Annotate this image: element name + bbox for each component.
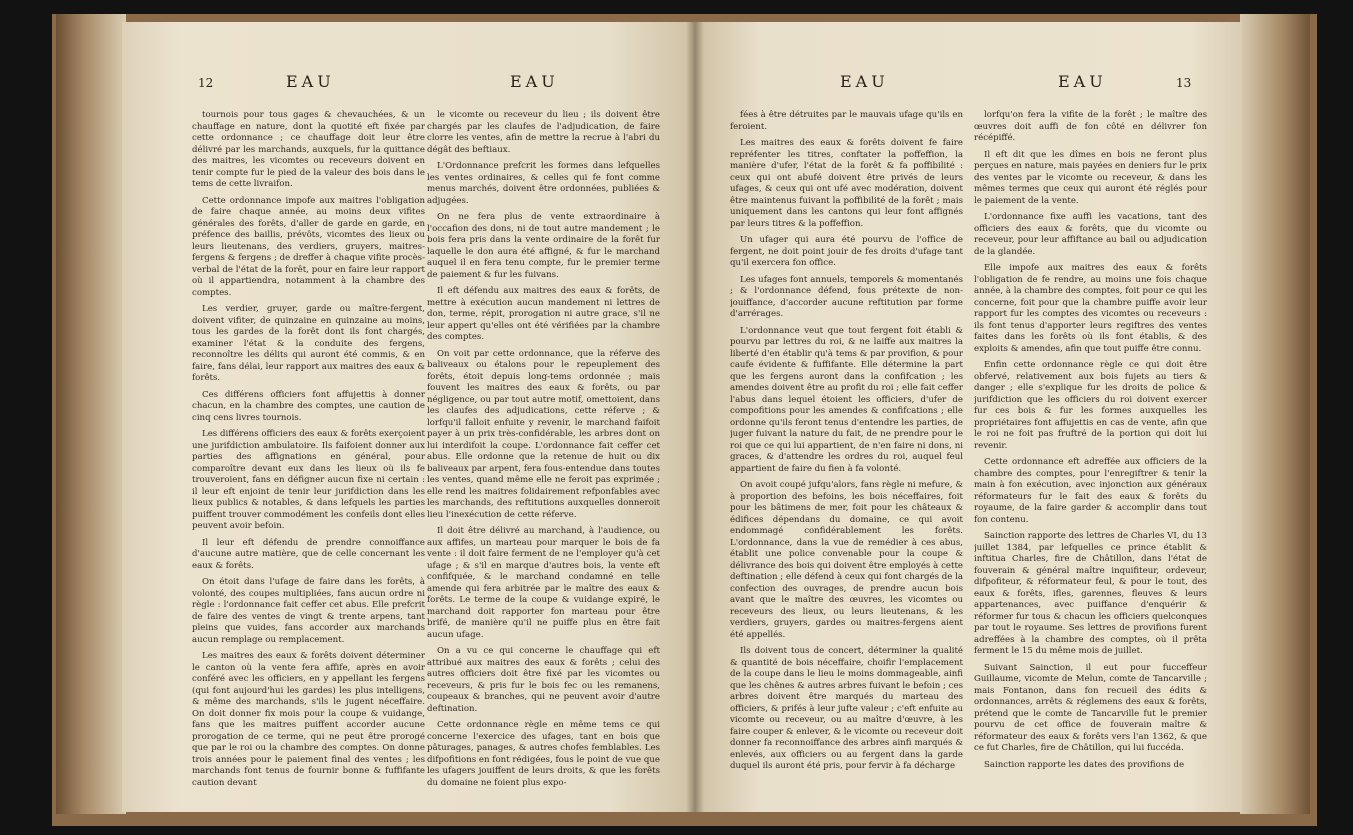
paragraph: Il eft défendu aux maitres des eaux & forêts, de mettre à exécution aucun mandement ni lettres de don, terme, répit, prorogation ni autre grace, s'il ne leur appert qu'elles ont été vérifiées par la chambre des comptes. [427,286,660,342]
running-header: EAU [510,72,559,91]
book-right-edge [1240,14,1310,814]
paragraph: Les différens officiers des eaux & forêts exerçoient une jurifdiction ambulatoire. Ils faifoient donner aux parties des affignations en général, pour comparoître devant eux dans les lieux où ils fe trouveroient, fans en défigner aucun fixe ni certain : il leur eft enjoint de tenir leur jurifdiction dans les lieux publics & notables, & dans lefquels les parties puiffent trouver commodément les confeils dont elles peuvent avoir befoin. [192,429,425,531]
paragraph: Il leur eft défendu de prendre connoiffance d'aucune autre matière, que de celle concernant les eaux & forêts. [192,537,425,571]
paragraph: Les maitres des eaux & forêts doivent fe faire repréfenter les titres, conftater la poffeffion, la manière d'ufer, l'état de la forêt & fa poffibilité : ceux qui ont abufé doivent être privés de leurs ufages, & ceux qui ont ufé avec modération, doivent être maintenus fuivant la poffibilité de la forêt ; mais uniquement dans les cantons qui leur font affignés par leurs titres & la poffeffion. [730,138,963,229]
paragraph: Ces différens officiers font affujettis à donner chacun, en la chambre des comptes, une caution de cinq cens livres tournois. [192,389,425,423]
page-number: 13 [1176,76,1192,90]
text-column-right [974,110,1207,800]
paragraph: le vicomte ou receveur du lieu ; ils doivent être chargés par les claufes de l'adjudication, de faire clorre les ventes, afin de mettre la recrue à l'abri du dégât des beftiaux. [427,110,660,155]
paragraph: Un ufager qui aura été pourvu de l'office de fergent, ne doit point jouir de fes droits d'ufage tant qu'il exercera fon office. [730,235,963,268]
paragraph: Les maitres des eaux & forêts doivent déterminer le canton où la vente fera affife, après en avoir conféré avec les officiers, en y appellant les fergens (qui font aujourd'hui les gardes) les plus intelligens, & même des marchands, s'ils le jugent néceffaire. On doit donner fix mois pour la coupe & vuidange, fans que les maitres puiffent accorder aucune prorogation de ce terme, qui ne peut être prorogé que par le roi ou la chambre des comptes. On donne trois années pour le paiement final des ventes ; les marchands font tenus de fournir bonne & fuffifante caution devant [192,651,425,788]
right-page [694,22,1242,812]
paragraph: Les ufages font annuels, temporels & momentanés ; & l'ordonnance défend, fous prétexte de non-jouiffance, d'accorder aucune reftitution par forme d'arrérages. [730,274,963,319]
paragraph: fées à être détruites par le mauvais ufage qu'ils en feroient. [730,110,963,132]
text-column-right [427,110,660,800]
running-header: EAU [1058,72,1107,91]
paragraph: Il doit être délivré au marchand, à l'audience, ou aux affifes, un marteau pour marquer le bois de fa vente : il doit faire ferment de ne l'employer qu'à cet ufage ; & s'il en marque d'autres bois, la vente eft confifquée, & le marchand condamné en telle amende qui fera arbitrée par le maître des eaux & forêts. Le terme de la coupe & vuidange expiré, le marchand doit rapporter fon marteau pour être brifé, de manière qu'il ne puiffe plus en être fait aucun ufage. [427,526,660,640]
paragraph: L'ordonnance veut que tout fergent foit établi & pourvu par lettres du roi, & ne laiffe aux maitres la liberté d'en établir qu'à tems & par provifion, & pour caufe évidente & fuffifante. Elle détermine la part que les fergens auront dans la confifcation ; les amendes doivent être au profit du roi ; elle fait ceffer l'abus dans lequel étoient les officiers, d'ufer de compofitions pour les amendes & confifcations ; elle ordonne qu'ils feront tenus d'entendre les parties, de juger fuivant la nature du fait, de ne prendre pour le roi que ce qui lui appartient, de n'en faire ni dons, ni graces, & d'attendre les ordres du roi, auquel feul appartient de faire du fien à fa volonté. [730,325,963,474]
paragraph: Cette ordonnance règle en même tems ce qui concerne l'exercice des ufages, tant en bois que pâturages, panages, & autres chofes femblables. Les difpofitions en font rédigées, fous le point de vue que les ufagers jouiffent de leurs droits, & que les forêts du domaine ne foient plus expo- [427,720,660,788]
paragraph: On avoit coupé jufqu'alors, fans règle ni mefure, & à proportion des befoins, les bois néceffaires, foit pour les bâtimens de mer, foit pour les châteaux & édifices dépendans du domaine, ce qui avoit endommagé confidérablement les forêts. L'ordonnance, dans la vue de remédier à ces abus, établit une police convenable pour la coupe & délivrance des bois qui doivent être employés à cette deftination ; elle défend à ceux qui font chargés de la confection des ouvrages, de prendre aucun bois avant que le maître des œuvres, les vicomtes ou receveurs des lieux, ou leurs lieutenans, & les verdiers, gruyers, gardes ou maitres-fergens aient été appellés. [730,480,963,640]
paragraph: Cette ordonnance eft adreffée aux officiers de la chambre des comptes, pour l'enregiftrer & tenir la main à fon exécution, avec injonction aux généraux réformateurs fur le fait des eaux & forêts du royaume, de la faire garder & accomplir dans tout fon contenu. [974,457,1207,525]
paragraph: Elle impofe aux maitres des eaux & forêts l'obligation de fe rendre, au moins une fois chaque année, à la chambre des comptes, foit pour ce qui les concerne, foit pour que la chambre puiffe avoir leur rapport fur les comptes des vicomtes ou receveurs : ils font tenus d'apporter leurs regiftres des ventes faites dans les forêts où ils font établis, & des exploits & amendes, afin que tout puiffe être connu. [974,263,1207,354]
paragraph: Cette ordonnance impofe aux maitres l'obligation de faire chaque année, au moins deux vifites générales des forêts, d'aller de garde en garde, en préfence des baillis, prévôts, vicomtes des lieux ou leurs lieutenans, des verdiers, gruyers, maitres-fergens & fergens ; de dreffer à chaque vifite procès-verbal de l'état de la forêt, pour en faire leur rapport où il appartiendra, notamment à la chambre des comptes. [192,195,425,298]
paragraph: On ne fera plus de vente extraordinaire à l'occafion des dons, ni de tout autre mandement ; le bois fera pris dans la vente ordinaire de la forêt fur laquelle le don aura été affigné, & fur le marchand auquel il en fera tenu compte, fur le premier terme de paiement & fur les fuivans. [427,212,660,280]
paragraph: On a vu ce qui concerne le chauffage qui eft attribué aux maitres des eaux & forêts ; celui des autres officiers doit être fixé par les vicomtes ou receveurs, & pris fur le bois fec ou les remanens, coupeaux & branches, qui ne peuvent avoir d'autre deftination. [427,646,660,714]
paragraph: On voit par cette ordonnance, que la réferve des baliveaux ou étalons pour le repeuplement des forêts, étoit depuis long-tems ordonnée ; mais fouvent les maitres des eaux & forêts, ou par négligence, ou par tout autre motif, omettoient, dans les claufes des adjudications, cette réferve ; & lorfqu'il falloit enfuite y revenir, le marchand faifoit payer à un prix très-confidérable, les arbres dont on lui interdifoit la coupe. L'ordonnance fait ceffer cet abus. Elle ordonne que la retenue de huit ou dix baliveaux par arpent, fera fous-entendue dans toutes les ventes, quand même elle ne feroit pas exprimée ; elle rend les maitres folidairement refponfables avec les marchands, des reftitutions auxquelles donneroit lieu l'inexécution de cette réferve. [427,348,660,520]
paragraph: Enfin cette ordonnance règle ce qui doit être obfervé, relativement aux bois fujets au tiers & danger ; elle s'explique fur les droits de police & jurifdiction que les officiers du roi doivent exercer fur ces bois & fur les formes auxquelles les propriétaires font affujettis en cas de vente, afin que le roi ne foit pas fruftré de la portion qui doit lui revenir. [974,360,1207,451]
paragraph: Il eft dit que les dîmes en bois ne feront plus perçues en nature, mais payées en deniers fur le prix des ventes par le vicomte ou receveur, & dans les mêmes termes que ceux qui auront été réglés pour le paiement de la vente. [974,149,1207,206]
paragraph: Sainction rapporte des lettres de Charles VI, du 13 juillet 1384, par lefquelles ce prince établit & inftitua Charles, fire de Châtillon, dans l'état de fouverain & général maître inquifiteur, ordeveur, difpofiteur, & réformateur feul, & pour le tout, des eaux & forêts, ifles, garennes, fleuves & leurs appartenances, avec puiffance d'enquérir & réformer fur tous & chacun les officiers quelconques par tout le royaume. Ses lettres de provifions furent adreffées à la chambre des comptes, où il prêta ferment le 15 du même mois de juillet. [974,531,1207,656]
page-number: 12 [198,76,214,90]
book-left-edge [56,14,126,814]
paragraph: tournois pour tous gages & chevauchées, & un chauffage en nature, dont la quotité eft fixée par cette ordonnance ; ce chauffage doit leur être délivré par les marchands, auxquels, fur la quittance des maitres, les vicomtes ou receveurs doivent en tenir compte fur le pied de la valeur des bois dans le tems de cette livraifon. [192,110,425,189]
running-header: EAU [286,72,335,91]
paragraph: L'Ordonnance prefcrit les formes dans lefquelles les ventes ordinaires, & celles qui fe font comme menus marchés, doivent être ordonnées, publiées & adjugées. [427,161,660,206]
paragraph: On étoit dans l'ufage de faire dans les forêts, à volonté, des coupes multipliées, fans aucun ordre ni règle : l'ordonnance fait ceffer cet abus. Elle prefcrit de faire des ventes de vingt & trente arpens, tant pleins que vuides, fans accorder aux marchands aucun remplage ou remplacement. [192,577,425,645]
paragraph: Ils doivent tous de concert, déterminer la qualité & quantité de bois néceffaire, choifir l'emplacement de la coupe dans le lieu le moins dommageable, ainfi que les chênes & autres arbres fuivant le befoin ; ces arbres doivent être marqués du marteau des officiers, & prifés à leur jufte valeur ; c'eft enfuite au vicomte ou receveur, ou au maître d'œuvre, à les faire couper & enlever, & le vicomte ou receveur doit donner fa reconnoiffance des arbres ainfi marqués & enlevés, aux officiers ou au fergent dans la garde duquel ils auront été pris, pour fervir à fa décharge [730,646,963,771]
text-column-left [192,110,425,800]
book-gutter [686,22,704,812]
paragraph: L'ordonnance fixe auffi les vacations, tant des officiers des eaux & forêts, que du vicomte ou receveur, pour leur affiftance au bail ou adjudication de la glandée. [974,212,1207,257]
paragraph: lorfqu'on fera la vifite de la forêt ; le maître des œuvres doit auffi de fon côté en délivrer fon récépiffé. [974,110,1207,143]
text-column-left [730,110,963,800]
left-page [122,22,694,812]
paragraph: Sainction rapporte les dates des provifions de [984,759,1185,770]
running-header: EAU [840,72,889,91]
paragraph: Suivant Sainction, il eut pour fucceffeur Guillaume, vicomte de Melun, comte de Tancarville ; mais Fontanon, dans fon recueil des édits & ordonnances, arrêts & réglemens des eaux & forêts, prétend que le comte de Tancarville fut le premier pourvu de cet office de fouverain maître & réformateur des eaux & forêts vers l'an 1362, & que ce fut Charles, fire de Châtillon, qui lui fuccéda. [974,662,1207,753]
paragraph: Les verdier, gruyer, garde ou maître-fergent, doivent vifiter, de quinzaine en quinzaine au moins, tous les gardes de la forêt dont ils font chargés, examiner l'état & la conduite des fergens, reconnoître les délits qui auront été commis, & en faire, fans délai, leur rapport aux maitres des eaux & forêts. [192,304,425,383]
